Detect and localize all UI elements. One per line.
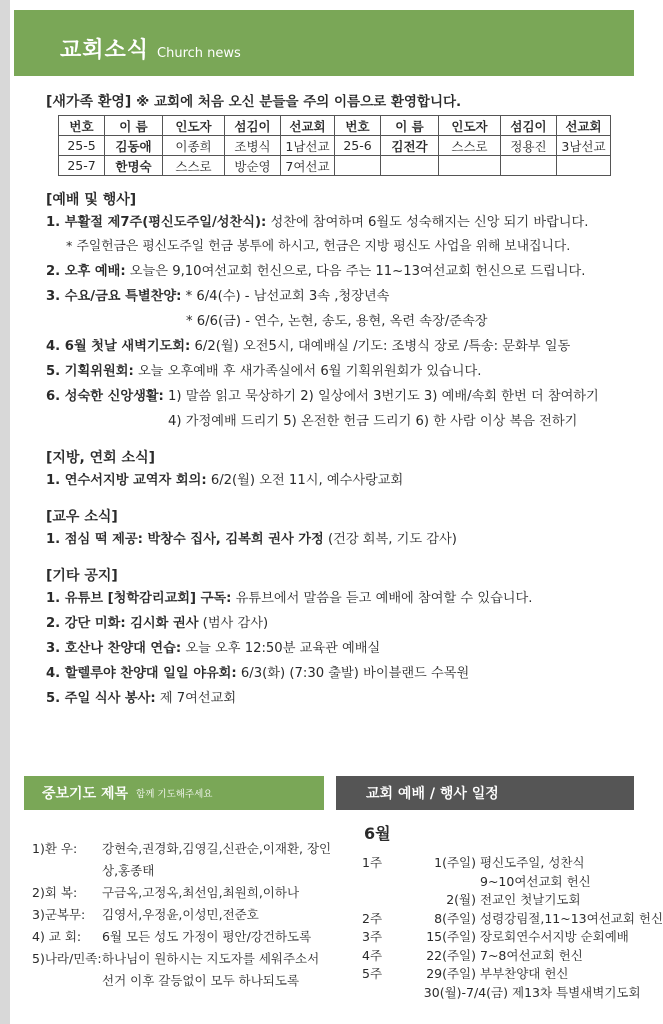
schedule-date: 30(월)-7/4(금) xyxy=(423,984,508,1000)
schedule-list xyxy=(350,822,663,1002)
schedule-week: 5주 xyxy=(362,966,383,981)
schedule-week xyxy=(350,984,408,1003)
col-header: 섬김이 xyxy=(501,116,557,136)
item-label: 2. 강단 미화: 김시화 권사 xyxy=(46,616,199,631)
table-cell xyxy=(501,156,557,176)
item-text: 오늘은 9,10여선교회 헌신으로, 다음 주는 11~13여선교회 헌신으로 드립니다. xyxy=(125,264,586,279)
list-item xyxy=(46,334,636,359)
new-family-table xyxy=(58,115,611,176)
schedule-row xyxy=(350,965,640,984)
schedule-text: 7~8여선교회 헌신 xyxy=(480,947,583,963)
schedule-row xyxy=(350,854,640,873)
prayer-label: 2)회 복: xyxy=(32,885,78,900)
schedule-row xyxy=(350,984,640,1003)
list-item xyxy=(46,284,636,309)
schedule-week: 2주 xyxy=(362,910,383,926)
prayer-title: 중보기도 제목 xyxy=(42,786,129,802)
schedule-week xyxy=(350,891,408,910)
schedule-date: 29(주일) xyxy=(426,966,476,981)
item-label: 4. 할렐루야 찬양대 일일 야유회: xyxy=(46,666,237,681)
list-item xyxy=(46,384,636,409)
table-cell: 김동애 xyxy=(105,136,163,156)
header-subtitle: Church news xyxy=(157,46,241,61)
district-section-title: [지방, 연회 소식] xyxy=(46,450,156,466)
list-item xyxy=(32,904,332,926)
item-label: 1. 부활절 제7주(평신도주일/성찬식): xyxy=(46,215,267,230)
list-item xyxy=(32,926,332,948)
table-cell: 조병식 xyxy=(225,136,281,156)
schedule-row xyxy=(350,891,640,910)
item-label: 5. 기획위원회: xyxy=(46,364,134,379)
item-label: 1. 점심 떡 제공: 박창수 집사, 김복희 권사 가정 xyxy=(46,532,324,547)
page-gutter xyxy=(0,0,10,1024)
table-cell: 정용진 xyxy=(501,136,557,156)
bulletin-page xyxy=(10,0,663,1024)
item-text: 6/2(월) 오전5시, 대예배실 /기도: 조병식 장로 /특송: 문화부 일동 xyxy=(190,339,571,354)
table-cell: 이종희 xyxy=(163,136,225,156)
item-text: (건강 회복, 기도 감사) xyxy=(323,532,457,547)
list-item xyxy=(46,527,636,552)
list-item xyxy=(46,468,636,493)
col-header: 섬김이 xyxy=(225,116,281,136)
item-text: 오늘 오후 12:50분 교육관 예배실 xyxy=(181,641,381,656)
schedule-date xyxy=(408,873,480,892)
list-item xyxy=(46,686,636,711)
prayer-text: 6월 모든 성도 가정이 평안/강건하도록 xyxy=(102,929,312,944)
item-text: (범사 감사) xyxy=(198,616,269,631)
list-item xyxy=(46,586,636,611)
prayer-label: 3)군복무: xyxy=(32,907,86,922)
item-label: 3. 호산나 찬양대 연습: xyxy=(46,641,182,656)
item-label: 2. 오후 예배: xyxy=(46,264,126,279)
table-cell: 스스로 xyxy=(439,136,501,156)
col-header: 선교회 xyxy=(557,116,611,136)
schedule-date: 22(주일) xyxy=(426,947,476,963)
item-text: 성찬에 참여하며 6월도 성숙해지는 신앙 되기 바랍니다. xyxy=(266,215,589,230)
schedule-text: 장로회연수서지방 순회예배 xyxy=(480,929,629,944)
list-item xyxy=(32,838,332,882)
welcome-title: [새가족 환영] xyxy=(46,94,132,110)
schedule-week xyxy=(350,873,408,892)
table-header-row xyxy=(59,116,611,136)
schedule-date: 8(주일) xyxy=(434,910,476,926)
table-cell xyxy=(381,156,439,176)
worship-list xyxy=(46,210,636,434)
table-cell: 스스로 xyxy=(163,156,225,176)
schedule-week: 1주 xyxy=(362,855,383,870)
welcome-note: ※ 교회에 처음 오신 분들을 주의 이름으로 환영합니다. xyxy=(136,94,462,110)
list-item xyxy=(46,661,636,686)
list-item xyxy=(32,948,332,992)
other-list xyxy=(46,586,636,711)
list-item xyxy=(46,210,636,235)
list-item-continuation: 4) 가정예배 드리기 5) 온전한 헌금 드리기 6) 한 사람 이상 복음 전하기 xyxy=(168,414,578,429)
item-text: 제 7여선교회 xyxy=(155,691,237,706)
welcome-section-title xyxy=(46,92,636,112)
prayer-text: 강현숙,권경화,김영길,신관순,이재환, 장인상,홍종태 xyxy=(102,841,332,878)
table-cell: 25-5 xyxy=(59,136,105,156)
table-cell: 7여선교 xyxy=(281,156,335,176)
schedule-week: 4주 xyxy=(362,947,383,963)
item-text: 6/2(월) 오전 11시, 예수사랑교회 xyxy=(206,473,404,488)
table-cell xyxy=(557,156,611,176)
schedule-week: 3주 xyxy=(362,929,383,944)
page-header xyxy=(14,10,634,76)
schedule-header: 교회 예배 / 행사 일정 xyxy=(336,776,634,810)
bottom-panels xyxy=(24,776,663,1016)
schedule-text: 9~10여선교회 헌신 xyxy=(480,873,591,889)
schedule-row xyxy=(350,910,663,929)
table-row xyxy=(59,156,611,176)
item-text: 6/3(화) (7:30 출발) 바이블랜드 수목원 xyxy=(236,666,470,681)
schedule-text: 성령강림절,11~13여선교회 헌신 xyxy=(480,910,663,926)
item-label: 4. 6월 첫날 새벽기도회: xyxy=(46,339,191,354)
item-text: 유튜브에서 말씀을 듣고 예배에 참여할 수 있습니다. xyxy=(231,591,533,606)
item-text: * 6/4(수) - 남선교회 3속 ,청장년속 xyxy=(181,289,390,304)
prayer-text: 하나님이 원하시는 지도자를 세워주소서 선거 이후 갈등없이 모두 하나되도록 xyxy=(102,951,320,988)
schedule-text: 평신도주일, 성찬식 xyxy=(480,855,585,870)
list-item xyxy=(32,882,332,904)
header-title: 교회소식 xyxy=(60,38,150,63)
schedule-date: 2(월) xyxy=(446,892,476,907)
schedule-date: 1(주일) xyxy=(434,855,476,870)
item-text: 1) 말씀 읽고 묵상하기 2) 일상에서 3번기도 3) 예배/속회 한번 더 참여하기 xyxy=(163,389,599,404)
schedule-text: 제13차 특별새벽기도회 xyxy=(512,984,641,1000)
col-header: 인도자 xyxy=(163,116,225,136)
item-label: 1. 유튜브 [청학감리교회] 구독: xyxy=(46,591,232,606)
prayer-header xyxy=(24,776,324,810)
table-cell: 방순영 xyxy=(225,156,281,176)
prayer-list xyxy=(32,838,332,992)
prayer-label: 5)나라/민족: xyxy=(32,951,102,966)
schedule-month: 6월 xyxy=(364,824,391,843)
table-cell xyxy=(335,156,381,176)
schedule-row xyxy=(350,873,640,892)
list-item xyxy=(46,611,636,636)
members-section-title: [교우 소식] xyxy=(46,509,118,525)
prayer-subtitle: 함께 기도해주세요 xyxy=(136,789,213,800)
list-item-continuation: * 6/6(금) - 연수, 논현, 송도, 용현, 옥련 속장/준속장 xyxy=(186,314,488,329)
schedule-text: 전교인 첫날기도회 xyxy=(480,892,581,907)
schedule-row xyxy=(350,947,640,966)
table-cell: 25-7 xyxy=(59,156,105,176)
news-content xyxy=(46,92,636,711)
item-label: 1. 연수서지방 교역자 회의: xyxy=(46,473,207,488)
col-header: 이 름 xyxy=(105,116,163,136)
prayer-label: 4) 교 회: xyxy=(32,929,82,944)
list-item xyxy=(46,359,636,384)
item-label: 3. 수요/금요 특별찬양: xyxy=(46,289,182,304)
col-header: 인도자 xyxy=(439,116,501,136)
table-cell: 1남선교 xyxy=(281,136,335,156)
item-text: 오늘 오후예배 후 새가족실에서 6월 기획위원회가 있습니다. xyxy=(133,364,482,379)
table-cell: 한명숙 xyxy=(105,156,163,176)
table-cell: 김전각 xyxy=(381,136,439,156)
table-cell: 3남선교 xyxy=(557,136,611,156)
table-row xyxy=(59,136,611,156)
schedule-row xyxy=(350,928,640,947)
prayer-text: 김영서,우정윤,이성민,전준호 xyxy=(102,907,259,922)
item-label: 6. 성숙한 신앙생활: xyxy=(46,389,164,404)
col-header: 번호 xyxy=(335,116,381,136)
list-note: * 주일헌금은 평신도주일 헌금 봉투에 하시고, 헌금은 지방 평신도 사업을 위해 보내집니다. xyxy=(66,239,571,254)
prayer-label: 1)환 우: xyxy=(32,841,78,856)
schedule-text: 부부찬양대 헌신 xyxy=(480,966,569,981)
list-item xyxy=(46,259,636,284)
col-header: 이 름 xyxy=(381,116,439,136)
table-cell: 25-6 xyxy=(335,136,381,156)
schedule-date: 15(주일) xyxy=(426,929,476,944)
list-item xyxy=(46,636,636,661)
table-cell xyxy=(439,156,501,176)
col-header: 번호 xyxy=(59,116,105,136)
item-label: 5. 주일 식사 봉사: xyxy=(46,691,156,706)
col-header: 선교회 xyxy=(281,116,335,136)
other-section-title: [기타 공지] xyxy=(46,568,118,584)
worship-section-title: [예배 및 행사] xyxy=(46,192,137,208)
prayer-text: 구금옥,고정옥,최선임,최원희,이하나 xyxy=(102,885,300,900)
